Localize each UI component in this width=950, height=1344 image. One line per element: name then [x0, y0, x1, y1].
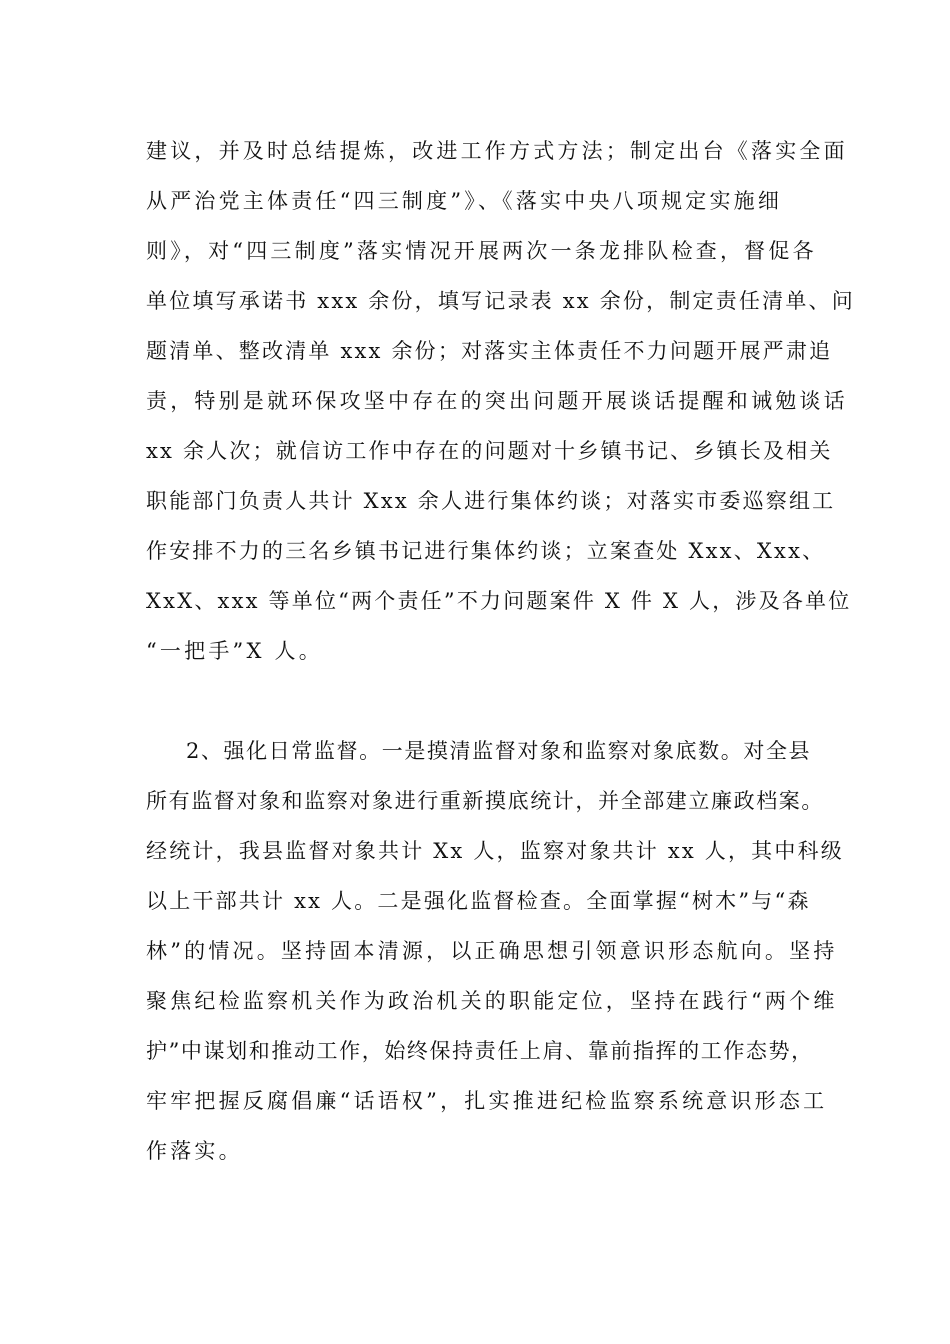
- text-line: 护”中谋划和推动工作，始终保持责任上肩、靠前指挥的工作态势，: [146, 1039, 814, 1063]
- text-line: 经统计，我县监督对象共计 Xx 人，监察对象共计 xx 人，其中科级: [146, 839, 844, 863]
- text-line: 林”的情况。坚持固本清源，以正确思想引领意识形态航向。坚持: [146, 939, 838, 963]
- text-line: 题清单、整改清单 xxx 余份；对落实主体责任不力问题开展严肃追: [146, 339, 833, 363]
- text-line: 则》，对“四三制度”落实情况开展两次一条龙排队检查，督促各: [146, 239, 817, 263]
- text-line: 从严治党主体责任“四三制度”》、《落实中央八项规定实施细: [146, 189, 783, 213]
- text-line: xx 余人次；就信访工作中存在的问题对十乡镇书记、乡镇长及相关: [146, 439, 833, 463]
- text-line: 职能部门负责人共计 Xxx 余人进行集体约谈；对落实市委巡察组工: [146, 489, 836, 513]
- text-line: “一把手”X 人。: [146, 639, 323, 663]
- text-line: 2、强化日常监督。一是摸清监督对象和监察对象底数。对全县: [186, 739, 812, 763]
- text-line: 责，特别是就环保攻坚中存在的突出问题开展谈话提醒和诫勉谈话: [146, 389, 848, 413]
- text-line: 建议，并及时总结提炼，改进工作方式方法；制定出台《落实全面: [146, 139, 848, 163]
- text-line: 牢牢把握反腐倡廉“话语权”，扎实推进纪检监察系统意识形态工: [146, 1089, 828, 1113]
- text-line: 作安排不力的三名乡镇书记进行集体约谈；立案查处 Xxx、Xxx、: [146, 539, 826, 563]
- text-line: 单位填写承诺书 xxx 余份，填写记录表 xx 余份，制定责任清单、问: [146, 289, 855, 313]
- text-line: 作落实。: [146, 1139, 243, 1163]
- text-line: 以上干部共计 xx 人。二是强化监督检查。全面掌握“树木”与“森: [146, 889, 811, 913]
- text-line: 所有监督对象和监察对象进行重新摸底统计，并全部建立廉政档案。: [146, 789, 824, 813]
- text-line: XxX、xxx 等单位“两个责任”不力问题案件 X 件 X 人，涉及各单位: [146, 589, 852, 613]
- text-line: 聚焦纪检监察机关作为政治机关的职能定位，坚持在践行“两个维: [146, 989, 838, 1013]
